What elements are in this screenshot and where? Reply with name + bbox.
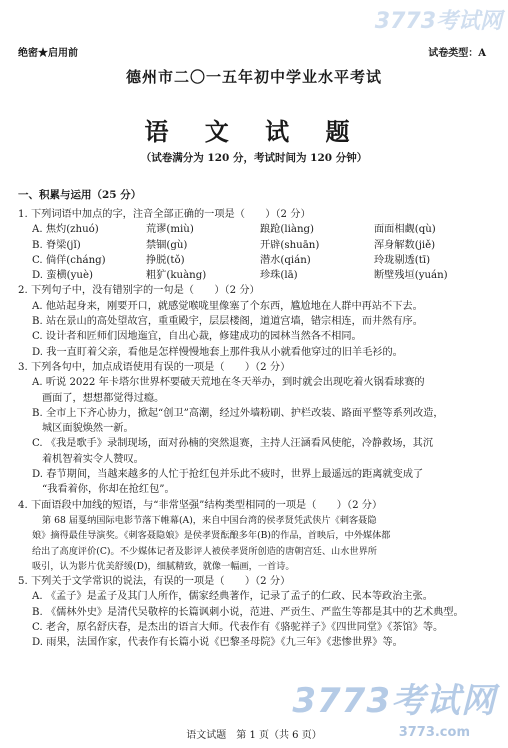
q4-passage-line: 给出了高度评价(C)。不少媒体记者及影评人被侯孝贤所创造的唐朝宫廷、山水世界所 xyxy=(32,545,377,557)
subject-title: 语 文 试 题 xyxy=(144,117,364,146)
section-heading: 一、积累与运用（25 分） xyxy=(18,189,142,201)
q3-option-d: D. 春节期间，当越来越多的人忙于抢红包并乐此不疲时，世界上最遥远的距离就变成了 xyxy=(32,469,424,481)
question-4-stem: 4. 下面语段中加线的短语，与“非常坚强”结构类型相同的一项是（ ）（2 分） xyxy=(18,499,383,511)
q1-option: 浑身解数(jiě) xyxy=(374,239,436,251)
q4-passage-line: 吸引，认为影片优美舒缓(D)，细腻精致，就像一幅画，一首诗。 xyxy=(32,560,295,572)
q5-option-d: D. 雨果，法国作家，代表作有长篇小说《巴黎圣母院》《九三年》《悲惨世界》等。 xyxy=(32,637,403,649)
q1-option: 开辟(shuān) xyxy=(260,239,320,251)
q1-option: 粗犷(kuàng) xyxy=(146,270,207,282)
q3-option-c: C. 《我是歌手》录制现场，面对孙楠的突然退赛，主持人汪涵看风使舵，冷静救场，其沉 xyxy=(32,438,434,450)
q1-option: D. 蛮横(yuè) xyxy=(32,270,93,282)
watermark-logo-top: 3773考试网 xyxy=(374,9,502,34)
q3-option-d-cont: “我看着你，你却在抢红包”。 xyxy=(42,484,175,496)
watermark-logo: 3773考试网 xyxy=(292,681,496,721)
q1-option: 潜水(qián) xyxy=(260,254,311,266)
q5-option-c: C. 老舍，原名舒庆春，是杰出的语言大师。代表作有《骆驼祥子》《四世同堂》《茶馆》等。 xyxy=(32,622,444,634)
q5-option-b: B. 《儒林外史》是清代吴敬梓的长篇讽刺小说，范进、严贡生、严监生等都是其中的艺术典型。 xyxy=(32,606,464,618)
page-footer: 语文试题 第 1 页（共 6 页） xyxy=(186,730,322,741)
q1-option: C. 倘佯(cháng) xyxy=(32,254,106,266)
q1-option: B. 脊梁(jǐ) xyxy=(32,239,81,251)
q1-option: 玲珑剔透(tī) xyxy=(374,254,431,266)
q1-option: 断壁残垣(yuán) xyxy=(374,270,448,282)
question-1-stem: 1. 下列词语中加点的字，注音全部正确的一项是（ ）（2 分） xyxy=(18,209,311,220)
question-5-stem: 5. 下列关于文学常识的说法，有误的一项是（ ）（2 分） xyxy=(18,576,291,588)
q2-option-b: B. 站在景山的高处望故宫，重重殿宇，层层楼阁，道道宫墙，错宗相连，而井然有序。 xyxy=(32,316,423,328)
q4-passage-line: 第 68 届戛纳国际电影节落下帷幕(A)，来自中国台湾的侯孝贤凭武侠片《刺客聂隐 xyxy=(42,514,377,526)
q2-option-d: D. 我一直盯着父亲，看他是怎样慢慢地套上那件我从小就看他穿过的旧羊毛衫的。 xyxy=(32,346,403,358)
question-1-row-b xyxy=(18,238,496,253)
q3-option-b: B. 全市上下齐心协力，掀起“创卫”高潮，经过外墙粉刷、护栏改装、路面平整等系列改造， xyxy=(32,407,444,419)
q3-option-c-cont: 着机智着实令人赞叹。 xyxy=(42,453,144,465)
q2-option-a: A. 他站起身来，刚要开口，就感觉喉咙里像塞了个东西，尴尬地在人群中再站不下去。 xyxy=(32,300,423,312)
q1-option: 珍珠(lā) xyxy=(260,270,298,282)
confidential-label: 绝密★启用前 xyxy=(18,48,78,59)
q1-option: A. 焦灼(zhuó) xyxy=(32,224,99,236)
q5-option-a: A. 《孟子》是孟子及其门人所作，儒家经典著作，记录了孟子的仁政、民本等政治主张。 xyxy=(32,591,433,603)
question-body xyxy=(18,207,496,651)
q1-option: 踉跄(liàng) xyxy=(260,224,314,236)
q4-passage-line: 娘》摘得最佳导演奖。《刺客聂隐娘》是侯孝贤酝酿多年(B)的作品，首映后，中外媒体都 xyxy=(32,530,391,542)
watermark-url: 3773.com xyxy=(398,725,470,740)
question-1-row-d xyxy=(18,268,496,283)
q3-option-a-cont: 画面了，想想都觉得过瘾。 xyxy=(42,392,165,404)
question-1-row-a xyxy=(18,222,496,237)
q2-option-c: C. 设计者和匠师们因地迤宜，自出心裁，修建成功的园林当然各不相同。 xyxy=(32,331,362,343)
question-3-stem: 3. 下列各句中，加点成语使用有误的一项是（ ）（2 分） xyxy=(18,361,291,373)
q1-option: 荒谬(miù) xyxy=(146,224,194,236)
q3-option-a: A. 听说 2022 年卡塔尔世界杯要破天荒地在冬天举办，到时就会出现吃着火锅看球赛的 xyxy=(32,377,425,389)
q1-option: 禁锢(gù) xyxy=(146,239,188,251)
question-1-row-c xyxy=(18,253,496,268)
exam-note: （试卷满分为 120 分，考试时间为 120 分钟） xyxy=(140,152,368,164)
q3-option-b-cont: 城区面貌焕然一新。 xyxy=(42,423,134,435)
q1-option: 挣脱(tǒ) xyxy=(146,254,185,266)
exam-title: 德州市二〇一五年初中学业水平考试 xyxy=(125,68,382,86)
paper-type-label: 试卷类型：A xyxy=(428,48,486,59)
question-2-stem: 2. 下列句子中，没有错别字的一句是（ ）（2 分） xyxy=(18,285,260,297)
q1-option: 面面相觑(qù) xyxy=(374,224,436,236)
